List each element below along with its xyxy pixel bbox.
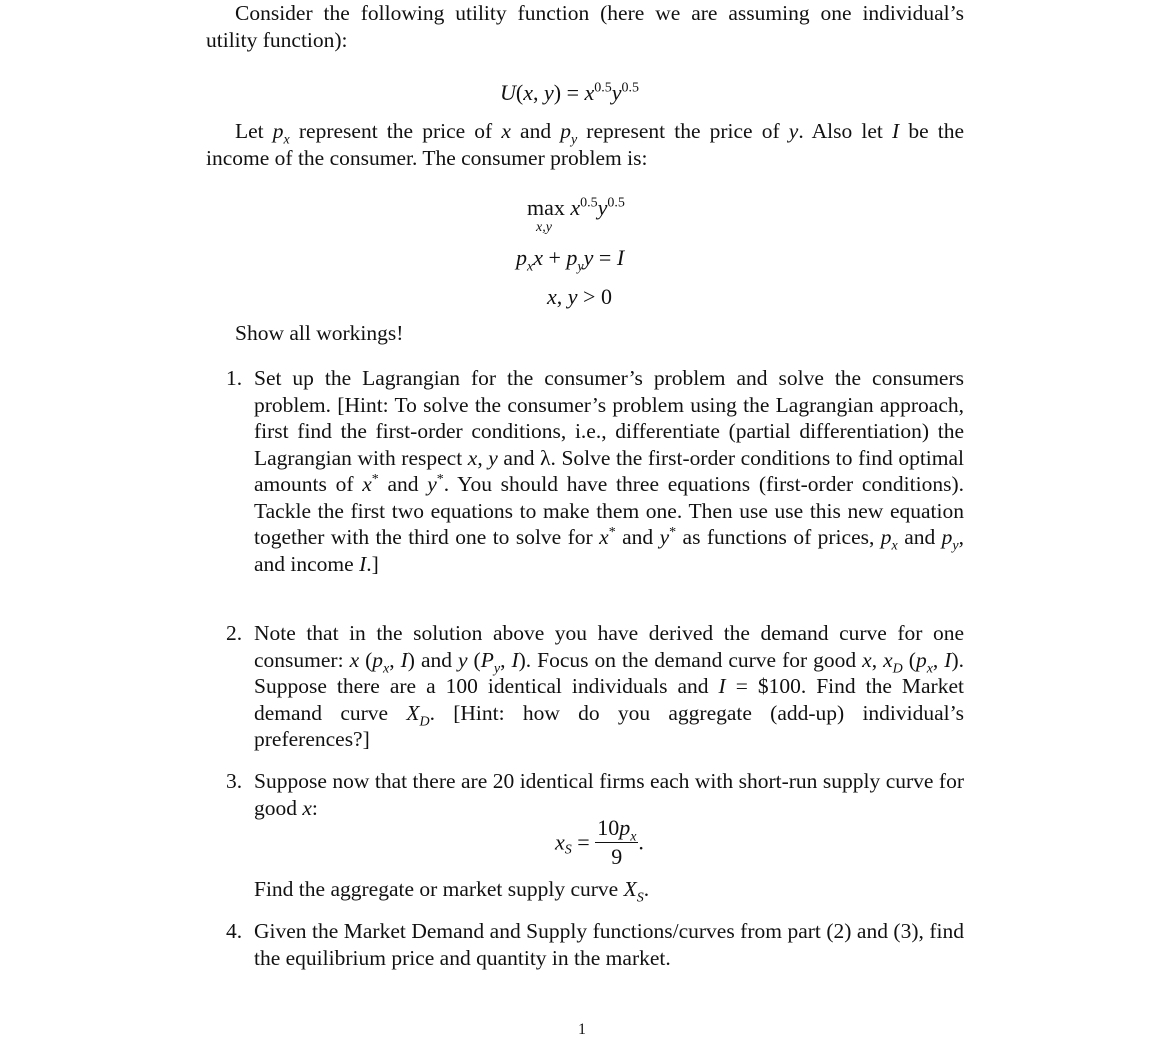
question-3 xyxy=(226,768,964,821)
question-1-number: 1. xyxy=(226,366,243,390)
supply-fraction: $\frac{10p_x}{9}$ xyxy=(597,815,637,869)
budget-constraint: $p_xx + p_yy = I$ xyxy=(516,245,625,275)
objective-subscript: x,y xyxy=(536,220,552,235)
question-2-text: Note that in the solution above you have derived the demand curve for one consumer: x ($p_x$, I) and y ($P_y$, I). Focus on the demand curve for good x, $x_D$ ($p_x$, I). Suppose there are a 100 identical individuals and I = $100. Find the Market demand curve $X_D$. [Hint: how do you aggregate (add-up) individual’s preferences?] xyxy=(254,621,964,751)
question-4-number: 4. xyxy=(226,919,243,943)
utility-equation: U(x, $y) = x^{0.5}y^{0.5}$ xyxy=(500,80,640,105)
question-1-text: Set up the Lagrangian for the consumer’s problem and solve the consumers problem. [Hint: To solve the consumer’s problem using the Lagrangian approach, first find the first-order conditions, i.e., differentiate (partial differentiation) the Lagrangian with respect x, y and λ. Solve the first-order conditions to find optimal amounts of x* and y*. You should have three equations (first-order conditions). Tackle the first two equations to make them one. Then use use this new equation together with the third one to solve for x* and y* as functions of prices, $p_x$ and $p_y$, and income I.] xyxy=(254,366,965,576)
question-1 xyxy=(226,365,964,577)
question-4-text: Given the Market Demand and Supply functions/curves from part (2) and (3), find the equilibrium price and quantity in the market. xyxy=(254,919,964,970)
question-2 xyxy=(226,620,964,753)
question-3-number: 3. xyxy=(226,769,243,793)
page-number: 1 xyxy=(578,1021,586,1038)
intro-paragraph: Consider the following utility function (here we are assuming one individual’s utility function): xyxy=(206,1,964,52)
question-3-text-before: Suppose now that there are 20 identical firms each with short-run supply curve for good x: xyxy=(254,769,964,820)
supply-equation: $x_S$ = $\frac{10p_x}{9}$ . xyxy=(555,815,644,869)
question-2-number: 2. xyxy=(226,621,243,645)
nonnegativity-constraint: x, y > 0 xyxy=(547,284,612,309)
question-3-text-after: Find the aggregate or market supply curve $X_S$. xyxy=(254,877,650,906)
objective-equation: $\max x^{0.5}y^{0.5}$ xyxy=(527,195,625,220)
prices-paragraph: Let $p_x$ represent the price of x and $p_y$ represent the price of y. Also let I be the income of the consumer. The consumer problem is: xyxy=(206,119,965,170)
show-workings: Show all workings! xyxy=(235,321,404,345)
question-4 xyxy=(226,918,964,971)
